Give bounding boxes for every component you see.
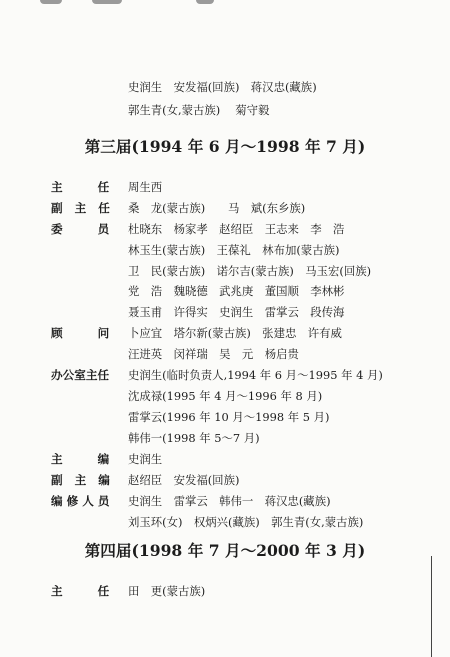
label-char: 顾 — [51, 326, 63, 340]
members-line: 林玉生(蒙古族) 王葆礼 林布加(蒙古族) — [128, 243, 340, 257]
label-char: 编 — [51, 494, 63, 508]
label-deputy-chief-editor — [51, 473, 110, 487]
label-char: 员 — [97, 494, 110, 508]
label-director — [51, 180, 109, 194]
label-char: 副 — [51, 473, 63, 487]
label-office-director — [51, 368, 109, 382]
page-edge-line — [431, 556, 432, 657]
label-director-4 — [51, 584, 109, 598]
label-char: 任 — [97, 584, 110, 598]
deputy-director-names: 桑 龙(蒙古族) 马 斌(东乡族) — [128, 201, 306, 215]
label-editorial-staff — [51, 494, 109, 508]
members-line: 卫 民(蒙古族) 诺尔吉(蒙古族) 马玉宏(回族) — [128, 264, 372, 278]
director-names: 周生西 — [128, 180, 163, 194]
label-char: 主 — [51, 180, 63, 194]
members-line: 党 浩 魏晓德 武兆庚 董国顺 李林彬 — [128, 284, 345, 298]
section-title-third-term: 第三届(1994 年 6 月～1998 年 7 月) — [84, 137, 366, 156]
members-line: 杜晓东 杨家孝 赵绍臣 王志来 李 浩 — [128, 222, 345, 236]
deputy-chief-editor-names: 赵绍臣 安发福(回族) — [128, 473, 240, 487]
label-char: 编 — [97, 452, 110, 466]
continued-line: 史润生 安发福(回族) 蒋汉忠(藏族) — [128, 80, 317, 94]
label-char: 办 — [51, 368, 63, 382]
scan-mark — [92, 0, 122, 4]
office-director-line: 雷掌云(1996 年 10 月～1998 年 5 月) — [128, 410, 330, 424]
label-char: 主 — [51, 584, 63, 598]
office-director-line: 沈成禄(1995 年 4 月～1996 年 8 月) — [128, 389, 323, 403]
label-char: 室 — [74, 368, 86, 382]
scan-mark — [196, 0, 214, 4]
label-members — [51, 222, 109, 236]
label-deputy-director — [51, 201, 110, 215]
advisors-line: 卜应宜 塔尔新(蒙古族) 张建忠 许有威 — [128, 326, 342, 340]
label-char: 主 — [74, 473, 87, 487]
label-char: 员 — [97, 222, 110, 236]
label-char: 问 — [97, 326, 110, 340]
scan-mark — [40, 0, 62, 4]
scan-top-edge — [0, 0, 450, 5]
label-char: 修 — [66, 494, 79, 508]
members-line: 聂玉甫 许得实 史润生 雷掌云 段传海 — [128, 305, 345, 319]
label-char: 主 — [74, 201, 87, 215]
chief-editor-names: 史润生 — [128, 452, 163, 466]
label-chief-editor — [51, 452, 109, 466]
label-char: 主 — [51, 452, 63, 466]
editorial-staff-line: 史润生 雷掌云 韩伟一 蒋汉忠(藏族) — [128, 494, 331, 508]
label-char: 委 — [51, 222, 63, 236]
label-char: 任 — [98, 201, 110, 215]
label-char: 任 — [97, 180, 110, 194]
label-char: 编 — [98, 473, 110, 487]
label-char: 副 — [51, 201, 63, 215]
continued-line: 郭生青(女,蒙古族) 菊守毅 — [128, 103, 270, 117]
label-char: 任 — [97, 368, 110, 382]
advisors-line: 汪进英 闵祥瑞 吴 元 杨启贵 — [128, 347, 299, 361]
office-director-line: 史润生(临时负责人,1994 年 6 月～1995 年 4 月) — [128, 368, 383, 382]
office-director-line: 韩伟一(1998 年 5～7 月) — [128, 431, 260, 445]
section-title-fourth-term: 第四届(1998 年 7 月～2000 年 3 月) — [84, 541, 366, 560]
label-char: 公 — [62, 368, 75, 382]
director-4-names: 田 更(蒙古族) — [128, 584, 206, 598]
label-char: 主 — [85, 368, 98, 382]
label-char: 人 — [82, 494, 94, 508]
editorial-staff-line: 刘玉环(女) 权炳兴(藏族) 郭生青(女,蒙古族) — [128, 515, 364, 529]
label-advisors — [51, 326, 109, 340]
